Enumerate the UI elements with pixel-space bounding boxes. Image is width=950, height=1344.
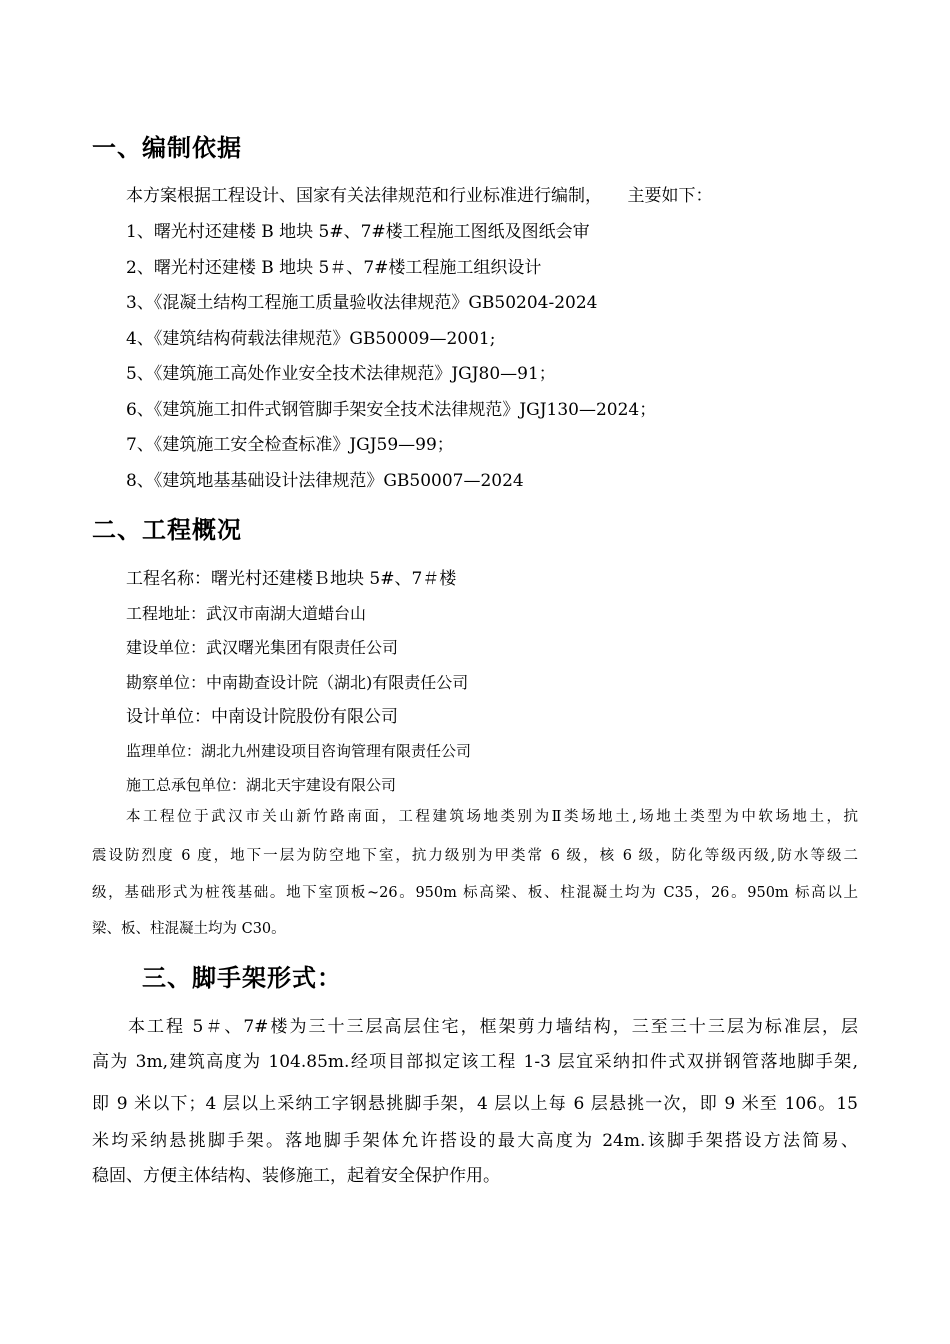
overview-paragraph-line: 震设防烈度 6 度，地下一层为防空地下室，抗力级别为甲类常 6 级，核 6 级，防化等级丙级,防水等级二 bbox=[92, 848, 858, 864]
basis-intro: 本方案根据工程设计、国家有关法律规范和行业标准进行编制， 主要如下： bbox=[126, 186, 713, 206]
scaffold-paragraph-line: 即 9 米以下；4 层以上采纳工字钢悬挑脚手架，4 层以上每 6 层悬挑一次，即 9 米至 106。15 bbox=[92, 1094, 858, 1114]
scaffold-paragraph-line: 高为 3m,建筑高度为 104.85m.经项目部拟定该工程 1-3 层宜采纳扣件式双拼钢管落地脚手架, bbox=[92, 1052, 858, 1072]
basis-item: 4、《建筑结构荷载法律规范》GB50009—2001; bbox=[126, 329, 496, 349]
project-address-field: 工程地址：武汉市南湖大道蜡台山 bbox=[126, 604, 367, 623]
scaffold-paragraph-line: 本工程 5＃、7#楼为三十三层高层住宅，框架剪力墙结构，三至三十三层为标准层，层 bbox=[128, 1017, 858, 1037]
basis-item: 3、《混凝土结构工程施工质量验收法律规范》GB50204-2024 bbox=[126, 293, 598, 313]
basis-item: 5、《建筑施工高处作业安全技术法律规范》JGJ80—91； bbox=[126, 364, 556, 384]
basis-item: 8、《建筑地基基础设计法律规范》GB50007—2024 bbox=[126, 471, 524, 491]
survey-unit-field: 勘察单位：中南勘查设计院（湖北)有限责任公司 bbox=[126, 673, 469, 692]
scaffold-paragraph-line: 稳固、方便主体结构、装修施工，起着安全保护作用。 bbox=[92, 1166, 500, 1186]
section-heading-scaffold: 三、脚手架形式： bbox=[142, 964, 342, 992]
basis-item: 6、《建筑施工扣件式钢管脚手架安全技术法律规范》JGJ130—2024； bbox=[126, 400, 657, 420]
design-unit-field: 设计单位：中南设计院股份有限公司 bbox=[126, 707, 398, 727]
overview-paragraph-line: 级，基础形式为桩筏基础。地下室顶板~26。950m 标高梁、板、柱混凝土均为 C35，26。950m 标高以上 bbox=[92, 885, 858, 901]
owner-unit-field: 建设单位：武汉曙光集团有限责任公司 bbox=[126, 638, 399, 657]
section-heading-overview: 二、工程概况 bbox=[92, 516, 242, 544]
scaffold-paragraph-line: 米均采纳悬挑脚手架。落地脚手架体允许搭设的最大高度为 24m.该脚手架搭设方法简易、 bbox=[92, 1131, 858, 1151]
basis-item: 2、曙光村还建楼 B 地块 5＃、7#楼工程施工组织设计 bbox=[126, 258, 542, 278]
contractor-field: 施工总承包单位：湖北天宇建设有限公司 bbox=[126, 776, 397, 794]
supervision-unit-field: 监理单位：湖北九州建设项目咨询管理有限责任公司 bbox=[126, 742, 472, 760]
basis-item: 7、《建筑施工安全检查标准》JGJ59—99； bbox=[126, 435, 454, 455]
overview-paragraph-line: 梁、板、柱混凝土均为 C30。 bbox=[92, 921, 286, 937]
project-name-field: 工程名称：曙光村还建楼Ｂ地块 5#、7＃楼 bbox=[126, 569, 457, 589]
overview-paragraph-line: 本工程位于武汉市关山新竹路南面，工程建筑场地类别为Ⅱ类场地土,场地土类型为中软场地土，抗 bbox=[126, 809, 858, 825]
section-heading-basis: 一、编制依据 bbox=[92, 134, 242, 162]
basis-item: 1、曙光村还建楼 B 地块 5#、7#楼工程施工图纸及图纸会审 bbox=[126, 222, 590, 242]
